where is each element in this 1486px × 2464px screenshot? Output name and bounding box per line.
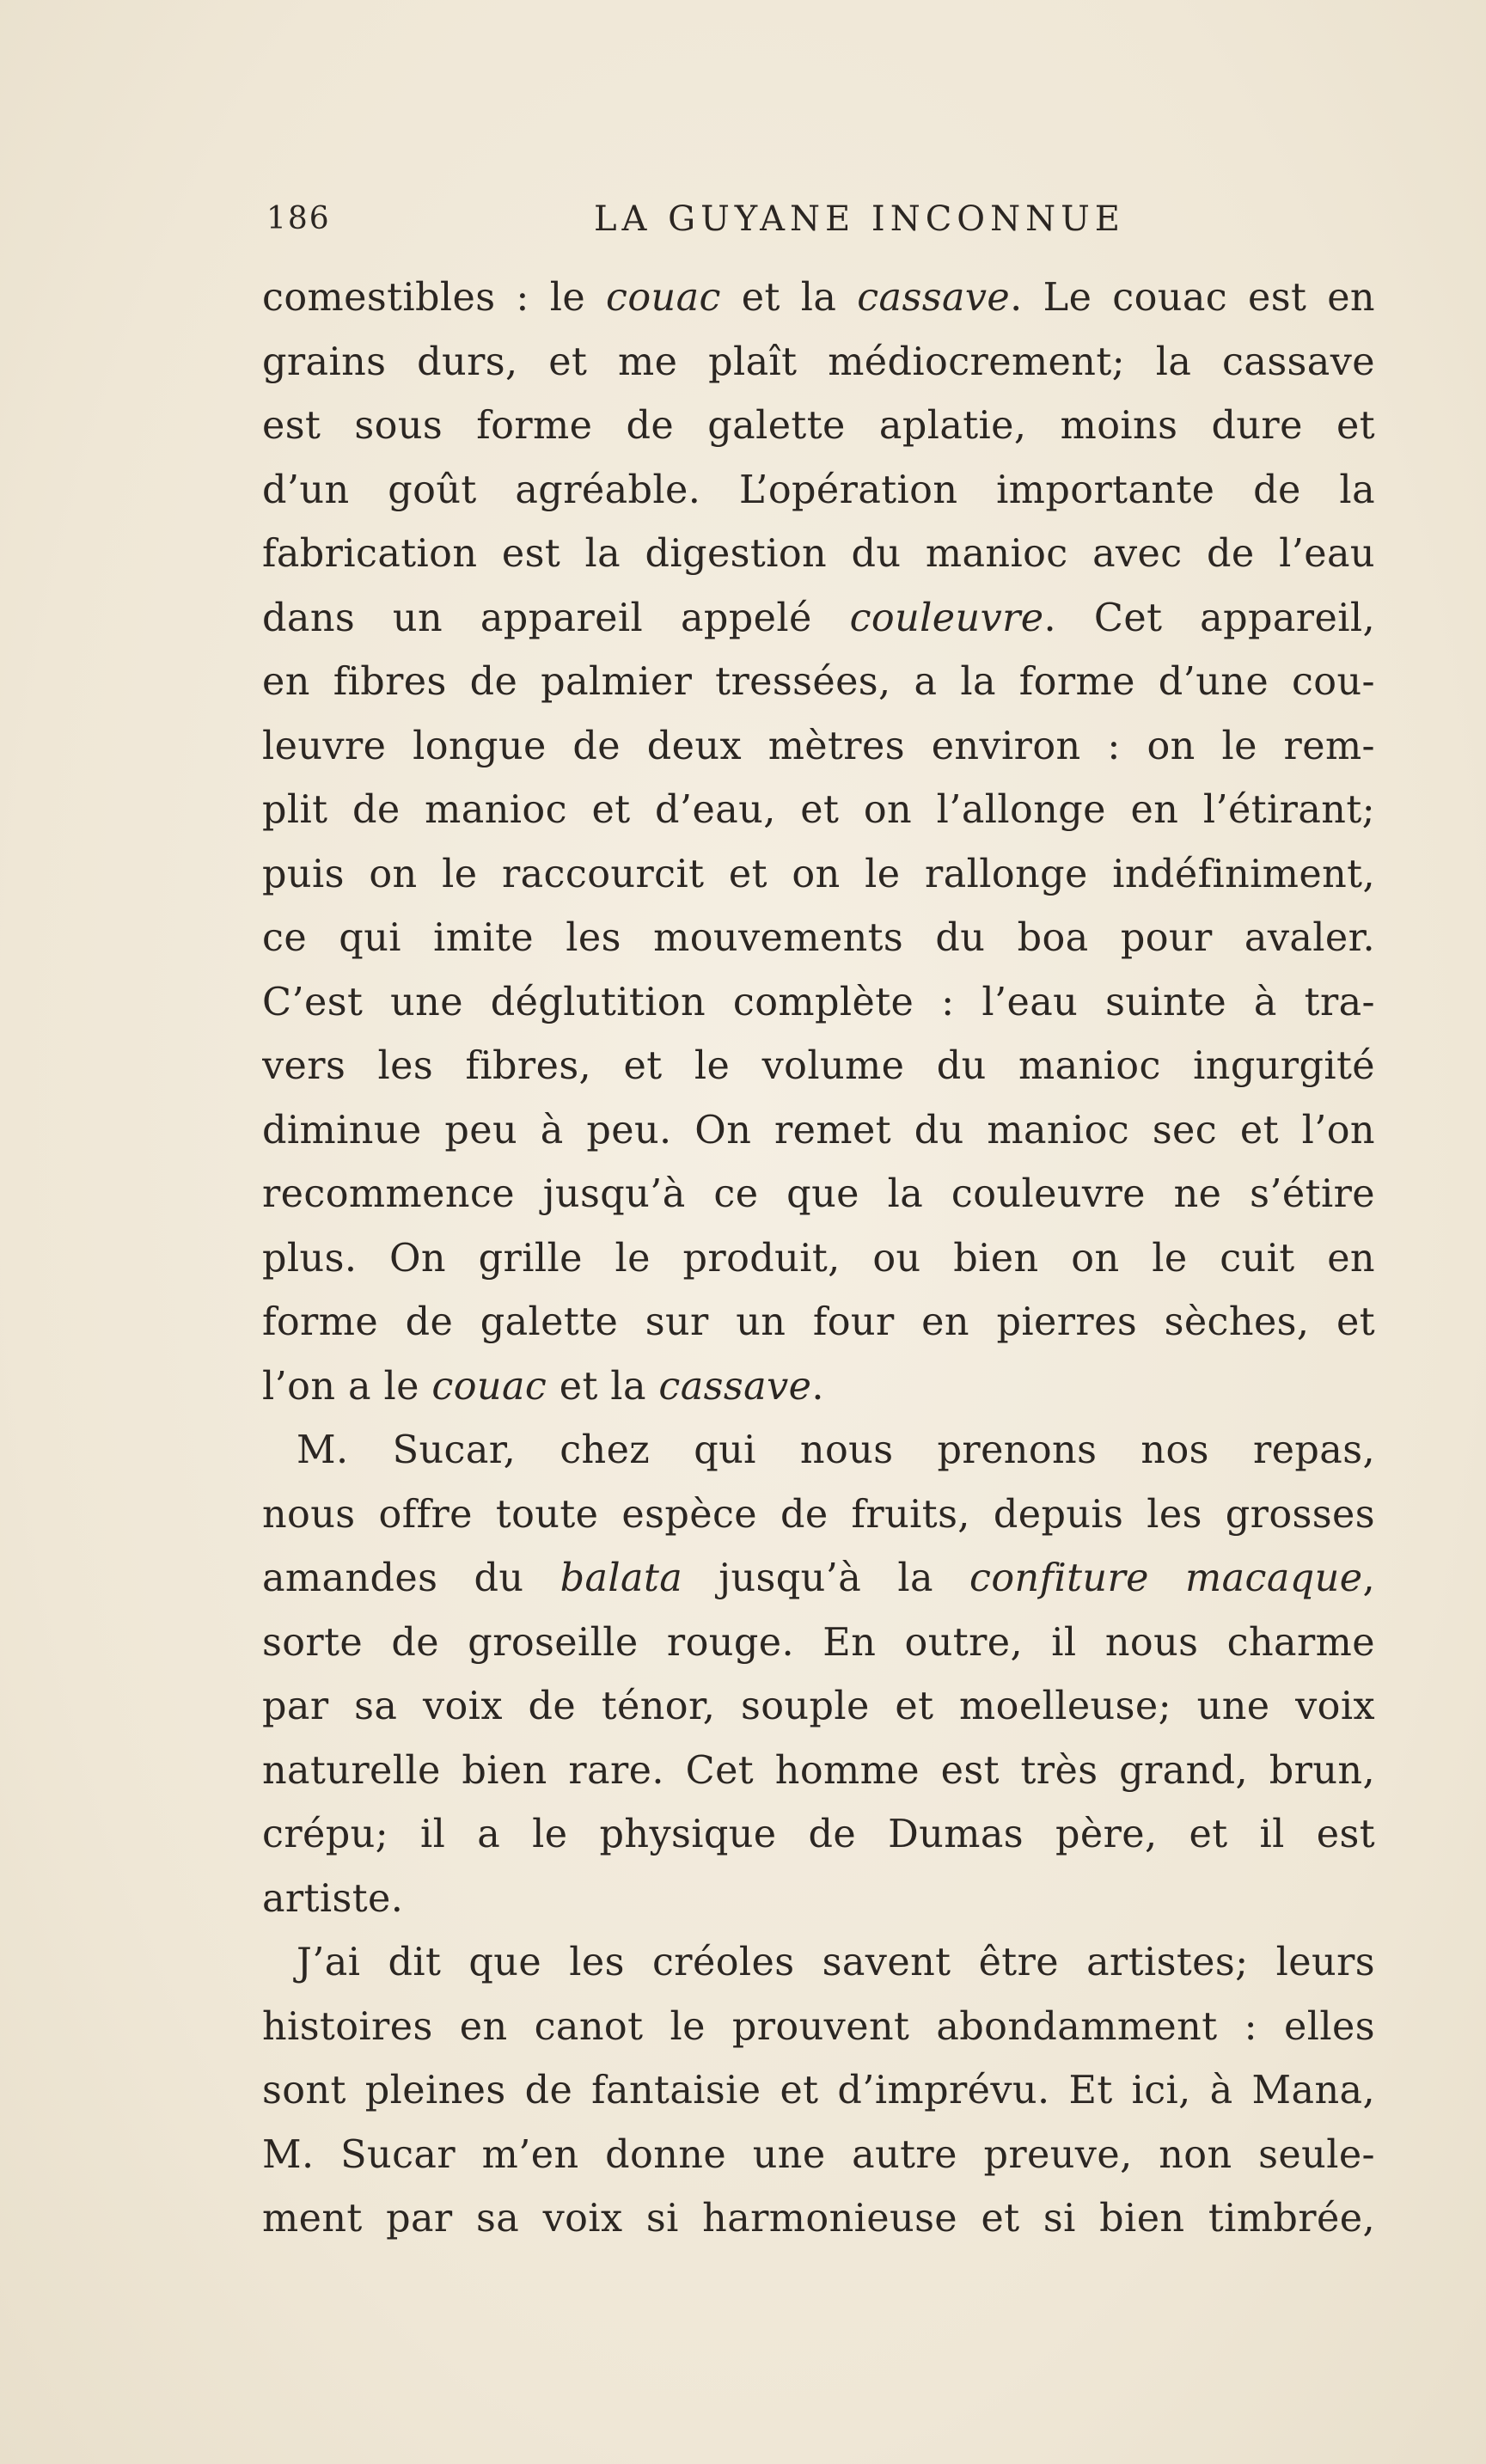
- text-line: [262, 1291, 1375, 1355]
- text-segment: par sa voix de ténor, souple et moelleuse; une voix: [262, 1684, 1375, 1728]
- text-segment: sont pleines de fantaisie et d’imprévu. Et ici, à Mana,: [262, 2069, 1375, 2112]
- text-line: [262, 1483, 1375, 1548]
- text-line: [262, 1099, 1375, 1164]
- text-segment: M. Sucar m’en donne une autre preuve, non seule-: [262, 2132, 1375, 2177]
- page-header: [266, 193, 1367, 245]
- text-segment: d’un goût agréable. L’opération importante de la: [262, 468, 1375, 512]
- italic-text: couleuvre: [849, 596, 1044, 640]
- text-line: [262, 1996, 1375, 2060]
- text-line: [262, 651, 1375, 715]
- text-line: [262, 2124, 1375, 2188]
- text-segment: amandes du: [262, 1556, 560, 1600]
- text-line: [262, 394, 1375, 459]
- text-line: [262, 1931, 1375, 1996]
- text-segment: ce qui imite les mouvements du boa pour avaler.: [262, 916, 1375, 960]
- text-line: [262, 779, 1375, 843]
- text-line: [262, 1611, 1375, 1676]
- text-line: [262, 1739, 1375, 1804]
- text-segment: plus. On grille le produit, ou bien on le cuit en: [262, 1236, 1375, 1281]
- page-number: 186: [266, 201, 331, 236]
- text-line: [262, 1547, 1375, 1611]
- text-line: [262, 459, 1375, 523]
- text-line: [262, 1355, 1375, 1420]
- italic-text: couac: [606, 276, 721, 320]
- text-segment: ,: [1362, 1556, 1375, 1600]
- text-line: [262, 523, 1375, 587]
- text-segment: leuvre longue de deux mètres environ : on le rem-: [262, 724, 1375, 768]
- text-line: [262, 907, 1375, 971]
- text-line: [262, 587, 1375, 651]
- text-segment: dans un appareil appelé: [262, 596, 850, 640]
- text-segment: C’est une déglutition complète : l’eau suinte à tra-: [262, 980, 1375, 1024]
- text-segment: recommence jusqu’à ce que la couleuvre ne s’étire: [262, 1172, 1375, 1216]
- text-line: [262, 2187, 1375, 2252]
- text-segment: et la: [547, 1364, 659, 1409]
- text-segment: . Le couac est en: [1010, 276, 1375, 320]
- text-segment: J’ai dit que les créoles savent être artistes; leurs: [297, 1941, 1375, 1984]
- text-segment: grains durs, et me plaît médiocrement; la cassave: [262, 339, 1375, 384]
- text-line: [262, 971, 1375, 1036]
- text-segment: crépu; il a le physique de Dumas père, et il est: [262, 1813, 1375, 1856]
- text-segment: .: [811, 1364, 824, 1409]
- text-segment: naturelle bien rare. Cet homme est très grand, brun,: [262, 1748, 1375, 1793]
- text-segment: puis on le raccourcit et on le rallonge indéfiniment,: [262, 852, 1375, 896]
- italic-text: balata: [560, 1556, 683, 1600]
- text-line: [262, 1803, 1375, 1868]
- text-segment: comestibles : le: [262, 276, 607, 320]
- text-line: [262, 266, 1375, 331]
- text-segment: plit de manioc et d’eau, et on l’allonge en l’étirant;: [262, 788, 1375, 832]
- text-segment: ment par sa voix si harmonieuse et si bien timbrée,: [262, 2197, 1375, 2241]
- text-line: [262, 1675, 1375, 1739]
- text-line: [262, 715, 1375, 780]
- text-line: [262, 1419, 1375, 1483]
- text-segment: fabrication est la digestion du manioc avec de l’eau: [262, 532, 1375, 576]
- text-line: [262, 1227, 1375, 1292]
- text-segment: artiste.: [262, 1876, 404, 1921]
- italic-text: cassave: [857, 276, 1011, 320]
- text-segment: sorte de groseille rouge. En outre, il nous charme: [262, 1620, 1375, 1665]
- text-line: [262, 1163, 1375, 1227]
- italic-text: cassave: [658, 1364, 812, 1409]
- text-segment: diminue peu à peu. On remet du manioc sec et l’on: [262, 1108, 1375, 1153]
- text-segment: nous offre toute espèce de fruits, depuis les grosses: [262, 1492, 1375, 1537]
- text-line: [262, 1868, 1375, 1932]
- text-segment: jusqu’à la: [682, 1556, 970, 1600]
- body-text: [262, 266, 1375, 2252]
- text-segment: en fibres de palmier tressées, a la forme d’une cou-: [262, 660, 1375, 704]
- italic-text: confiture macaque: [969, 1556, 1363, 1600]
- text-line: [262, 2059, 1375, 2124]
- text-segment: vers les fibres, et le volume du manioc ingurgité: [262, 1044, 1375, 1088]
- text-segment: est sous forme de galette aplatie, moins dure et: [262, 404, 1375, 448]
- text-line: [262, 331, 1375, 395]
- text-segment: . Cet appareil,: [1043, 596, 1375, 640]
- running-title: LA GUYANE INCONNUE: [593, 199, 1126, 239]
- text-line: [262, 843, 1375, 908]
- text-segment: histoires en canot le prouvent abondamment : elles: [262, 2004, 1375, 2049]
- text-segment: et la: [720, 276, 858, 320]
- italic-text: couac: [431, 1364, 547, 1409]
- text-segment: M. Sucar, chez qui nous prenons nos repas,: [297, 1428, 1375, 1472]
- text-segment: forme de galette sur un four en pierres sèches, et: [262, 1300, 1375, 1344]
- text-line: [262, 1035, 1375, 1099]
- text-segment: l’on a le: [262, 1364, 432, 1409]
